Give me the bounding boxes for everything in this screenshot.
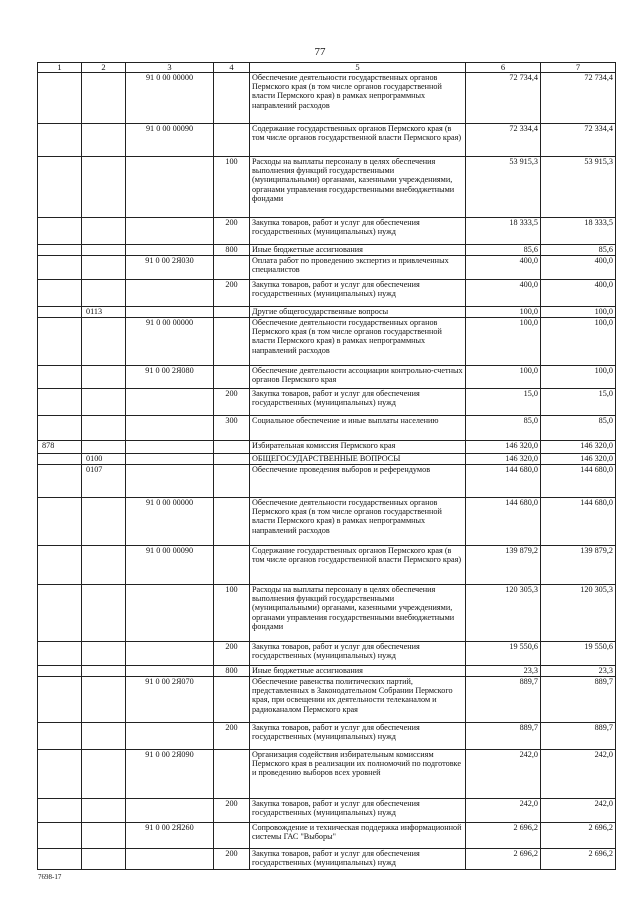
table-row: [38, 498, 616, 546]
cell-expense-type: 800: [214, 245, 250, 256]
cell-amount-2020: 139 879,2: [541, 546, 616, 585]
cell-section: [82, 642, 126, 666]
cell-expense-type: 200: [214, 218, 250, 245]
cell-amount-2019: 100,0: [466, 318, 541, 366]
cell-expense-type: [214, 124, 250, 157]
cell-target-item: [126, 218, 214, 245]
cell-ministry: [38, 849, 82, 870]
cell-expense-type: 200: [214, 280, 250, 307]
cell-amount-2019: 2 696,2: [466, 849, 541, 870]
cell-expense-type: 800: [214, 666, 250, 677]
cell-description: Расходы на выплаты персоналу в целях обеспечения выполнения функций государственными (муниципальными) органами, казенными учреждениями, органами управления государственными внебюджетными фондами: [250, 157, 466, 218]
cell-amount-2019: 400,0: [466, 280, 541, 307]
cell-target-item: [126, 245, 214, 256]
cell-expense-type: [214, 366, 250, 389]
cell-ministry: [38, 280, 82, 307]
cell-target-item: [126, 441, 214, 454]
cell-section: [82, 677, 126, 723]
table-row: [38, 849, 616, 870]
cell-ministry: [38, 823, 82, 849]
cell-amount-2019: 19 550,6: [466, 642, 541, 666]
cell-amount-2019: 72 334,4: [466, 124, 541, 157]
cell-target-item: 91 0 00 2Я080: [126, 366, 214, 389]
cell-expense-type: [214, 307, 250, 318]
cell-description: Содержание государственных органов Пермского края (в том числе органов государственной власти Пермского края): [250, 546, 466, 585]
cell-amount-2019: 72 734,4: [466, 73, 541, 124]
table-row: [38, 441, 616, 454]
cell-section: [82, 73, 126, 124]
table-row: [38, 454, 616, 465]
cell-description: Сопровождение и техническая поддержка информационной системы ГАС "Выборы": [250, 823, 466, 849]
cell-section: [82, 441, 126, 454]
cell-amount-2020: 120 305,3: [541, 585, 616, 642]
cell-ministry: [38, 218, 82, 245]
cell-section: [82, 849, 126, 870]
cell-target-item: 91 0 00 2Я070: [126, 677, 214, 723]
cell-section: [82, 124, 126, 157]
cell-section: [82, 366, 126, 389]
cell-amount-2020: 53 915,3: [541, 157, 616, 218]
cell-ministry: [38, 124, 82, 157]
cell-expense-type: [214, 256, 250, 280]
cell-section: [82, 218, 126, 245]
cell-description: Организация содействия избирательным комиссиям Пермского края в реализации их полномочий по подготовке и проведению выборов всех уровней: [250, 750, 466, 799]
table-row: [38, 677, 616, 723]
column-header: 1: [38, 63, 82, 73]
cell-amount-2019: 15,0: [466, 389, 541, 416]
cell-amount-2020: 2 696,2: [541, 823, 616, 849]
cell-expense-type: [214, 750, 250, 799]
cell-amount-2020: 18 333,5: [541, 218, 616, 245]
cell-expense-type: 200: [214, 723, 250, 750]
cell-ministry: [38, 318, 82, 366]
cell-section: [82, 280, 126, 307]
table-row: [38, 666, 616, 677]
cell-amount-2019: 100,0: [466, 366, 541, 389]
cell-ministry: [38, 245, 82, 256]
cell-target-item: [126, 280, 214, 307]
cell-expense-type: [214, 546, 250, 585]
cell-description: Обеспечение деятельности государственных органов Пермского края (в том числе органов государственной власти Пермского края) в рамках непрограммных направлений расходов: [250, 318, 466, 366]
cell-amount-2020: 100,0: [541, 318, 616, 366]
table-row: [38, 280, 616, 307]
table-row: [38, 245, 616, 256]
cell-target-item: 91 0 00 2Я030: [126, 256, 214, 280]
cell-amount-2019: 242,0: [466, 799, 541, 823]
cell-amount-2020: 146 320,0: [541, 454, 616, 465]
cell-description: Иные бюджетные ассигнования: [250, 666, 466, 677]
cell-description: Закупка товаров, работ и услуг для обеспечения государственных (муниципальных) нужд: [250, 799, 466, 823]
table-row: [38, 157, 616, 218]
cell-amount-2020: 144 680,0: [541, 498, 616, 546]
cell-expense-type: 100: [214, 157, 250, 218]
cell-amount-2019: 53 915,3: [466, 157, 541, 218]
table-row: [38, 366, 616, 389]
cell-amount-2019: 100,0: [466, 307, 541, 318]
cell-amount-2020: 144 680,0: [541, 465, 616, 498]
cell-amount-2019: 242,0: [466, 750, 541, 799]
cell-amount-2019: 400,0: [466, 256, 541, 280]
cell-description: Закупка товаров, работ и услуг для обеспечения государственных (муниципальных) нужд: [250, 849, 466, 870]
cell-amount-2020: 100,0: [541, 307, 616, 318]
cell-section: [82, 666, 126, 677]
cell-amount-2020: 72 334,4: [541, 124, 616, 157]
table-row: [38, 256, 616, 280]
page-number: 77: [314, 46, 326, 58]
cell-ministry: [38, 73, 82, 124]
cell-amount-2019: 144 680,0: [466, 498, 541, 546]
cell-section: [82, 498, 126, 546]
table-row: [38, 307, 616, 318]
cell-expense-type: 200: [214, 389, 250, 416]
cell-amount-2020: 400,0: [541, 256, 616, 280]
cell-description: Оплата работ по проведению экспертиз и привлеченных специалистов: [250, 256, 466, 280]
cell-description: Иные бюджетные ассигнования: [250, 245, 466, 256]
column-header: 5: [250, 63, 466, 73]
cell-amount-2019: 144 680,0: [466, 465, 541, 498]
cell-amount-2019: 139 879,2: [466, 546, 541, 585]
cell-ministry: [38, 416, 82, 441]
cell-description: Обеспечение деятельности государственных органов Пермского края (в том числе органов государственной власти Пермского края) в рамках непрограммных направлений расходов: [250, 498, 466, 546]
cell-ministry: [38, 157, 82, 218]
cell-description: Обеспечение деятельности государственных органов Пермского края (в том числе органов государственной власти Пермского края) в рамках непрограммных направлений расходов: [250, 73, 466, 124]
table-row: [38, 723, 616, 750]
cell-amount-2019: 889,7: [466, 677, 541, 723]
cell-amount-2020: 242,0: [541, 799, 616, 823]
table-header-row: [38, 63, 616, 73]
cell-description: Обеспечение проведения выборов и референдумов: [250, 465, 466, 498]
cell-section: [82, 723, 126, 750]
column-header: 2: [82, 63, 126, 73]
cell-target-item: 91 0 00 00000: [126, 498, 214, 546]
table-row: [38, 389, 616, 416]
cell-description: Обеспечение равенства политических партий, представленных в Законодательном Собрании Пермского края, при освещении их деятельности телеканалом и радиоканалом Пермского края: [250, 677, 466, 723]
cell-section: [82, 318, 126, 366]
table-row: [38, 465, 616, 498]
cell-amount-2020: 100,0: [541, 366, 616, 389]
cell-ministry: [38, 799, 82, 823]
cell-description: Закупка товаров, работ и услуг для обеспечения государственных (муниципальных) нужд: [250, 389, 466, 416]
table-row: [38, 73, 616, 124]
cell-expense-type: [214, 498, 250, 546]
cell-expense-type: [214, 465, 250, 498]
cell-description: Закупка товаров, работ и услуг для обеспечения государственных (муниципальных) нужд: [250, 642, 466, 666]
cell-description: Закупка товаров, работ и услуг для обеспечения государственных (муниципальных) нужд: [250, 723, 466, 750]
cell-section: [82, 546, 126, 585]
cell-target-item: [126, 799, 214, 823]
cell-target-item: [126, 723, 214, 750]
cell-target-item: [126, 666, 214, 677]
cell-amount-2019: 2 696,2: [466, 823, 541, 849]
cell-expense-type: [214, 823, 250, 849]
cell-section: [82, 750, 126, 799]
cell-target-item: [126, 416, 214, 441]
cell-amount-2020: 72 734,4: [541, 73, 616, 124]
cell-ministry: [38, 465, 82, 498]
cell-section: [82, 799, 126, 823]
cell-amount-2020: 85,6: [541, 245, 616, 256]
cell-expense-type: [214, 454, 250, 465]
document-code: 7698-17: [38, 873, 62, 881]
cell-section: [82, 245, 126, 256]
cell-target-item: [126, 454, 214, 465]
cell-ministry: [38, 723, 82, 750]
cell-expense-type: 100: [214, 585, 250, 642]
cell-description: Закупка товаров, работ и услуг для обеспечения государственных (муниципальных) нужд: [250, 218, 466, 245]
cell-expense-type: [214, 441, 250, 454]
cell-expense-type: 200: [214, 799, 250, 823]
cell-ministry: [38, 366, 82, 389]
cell-ministry: [38, 585, 82, 642]
cell-section: [82, 823, 126, 849]
cell-amount-2020: 146 320,0: [541, 441, 616, 454]
cell-amount-2020: 889,7: [541, 677, 616, 723]
cell-ministry: [38, 677, 82, 723]
cell-ministry: [38, 307, 82, 318]
cell-amount-2019: 23,3: [466, 666, 541, 677]
cell-target-item: 91 0 00 2Я260: [126, 823, 214, 849]
cell-expense-type: [214, 677, 250, 723]
cell-amount-2019: 85,6: [466, 245, 541, 256]
cell-description: Закупка товаров, работ и услуг для обеспечения государственных (муниципальных) нужд: [250, 280, 466, 307]
cell-section: 0107: [82, 465, 126, 498]
cell-target-item: [126, 849, 214, 870]
table-row: [38, 585, 616, 642]
cell-target-item: [126, 157, 214, 218]
cell-ministry: [38, 642, 82, 666]
cell-amount-2020: 19 550,6: [541, 642, 616, 666]
cell-target-item: 91 0 00 00000: [126, 318, 214, 366]
cell-target-item: 91 0 00 2Я090: [126, 750, 214, 799]
table-row: [38, 318, 616, 366]
table-row: [38, 750, 616, 799]
cell-target-item: 91 0 00 00090: [126, 124, 214, 157]
column-header: 4: [214, 63, 250, 73]
cell-ministry: [38, 750, 82, 799]
cell-amount-2019: 889,7: [466, 723, 541, 750]
cell-amount-2020: 15,0: [541, 389, 616, 416]
cell-target-item: [126, 389, 214, 416]
column-header: 7: [541, 63, 616, 73]
table-row: [38, 546, 616, 585]
cell-amount-2020: 85,0: [541, 416, 616, 441]
column-header: 3: [126, 63, 214, 73]
cell-amount-2020: 23,3: [541, 666, 616, 677]
cell-amount-2019: 146 320,0: [466, 454, 541, 465]
cell-section: [82, 585, 126, 642]
table-row: [38, 124, 616, 157]
cell-target-item: 91 0 00 00000: [126, 73, 214, 124]
cell-amount-2019: 146 320,0: [466, 441, 541, 454]
cell-target-item: [126, 465, 214, 498]
cell-description: Социальное обеспечение и иные выплаты населению: [250, 416, 466, 441]
cell-description: Избирательная комиссия Пермского края: [250, 441, 466, 454]
cell-ministry: 878: [38, 441, 82, 454]
cell-target-item: 91 0 00 00090: [126, 546, 214, 585]
cell-ministry: [38, 546, 82, 585]
cell-amount-2019: 120 305,3: [466, 585, 541, 642]
cell-description: Другие общегосударственные вопросы: [250, 307, 466, 318]
budget-table: [37, 62, 616, 870]
cell-description: Обеспечение деятельности ассоциации контрольно-счетных органов Пермского края: [250, 366, 466, 389]
cell-section: [82, 157, 126, 218]
cell-ministry: [38, 256, 82, 280]
table-row: [38, 642, 616, 666]
cell-expense-type: [214, 318, 250, 366]
cell-amount-2020: 2 696,2: [541, 849, 616, 870]
cell-amount-2020: 400,0: [541, 280, 616, 307]
cell-section: [82, 256, 126, 280]
column-header: 6: [466, 63, 541, 73]
table-row: [38, 823, 616, 849]
cell-ministry: [38, 666, 82, 677]
cell-amount-2019: 18 333,5: [466, 218, 541, 245]
cell-description: Расходы на выплаты персоналу в целях обеспечения выполнения функций государственными (муниципальными) органами, казенными учреждениями, органами управления государственными внебюджетными фондами: [250, 585, 466, 642]
cell-expense-type: [214, 73, 250, 124]
table-row: [38, 218, 616, 245]
cell-amount-2019: 85,0: [466, 416, 541, 441]
cell-section: 0113: [82, 307, 126, 318]
cell-description: ОБЩЕГОСУДАРСТВЕННЫЕ ВОПРОСЫ: [250, 454, 466, 465]
cell-expense-type: 200: [214, 642, 250, 666]
cell-amount-2020: 889,7: [541, 723, 616, 750]
cell-expense-type: 200: [214, 849, 250, 870]
cell-description: Содержание государственных органов Пермского края (в том числе органов государственной власти Пермского края): [250, 124, 466, 157]
table-row: [38, 416, 616, 441]
cell-amount-2020: 242,0: [541, 750, 616, 799]
cell-section: 0100: [82, 454, 126, 465]
cell-target-item: [126, 642, 214, 666]
cell-section: [82, 416, 126, 441]
cell-target-item: [126, 585, 214, 642]
cell-expense-type: 300: [214, 416, 250, 441]
cell-ministry: [38, 454, 82, 465]
cell-ministry: [38, 389, 82, 416]
cell-ministry: [38, 498, 82, 546]
table-row: [38, 799, 616, 823]
cell-target-item: [126, 307, 214, 318]
cell-section: [82, 389, 126, 416]
